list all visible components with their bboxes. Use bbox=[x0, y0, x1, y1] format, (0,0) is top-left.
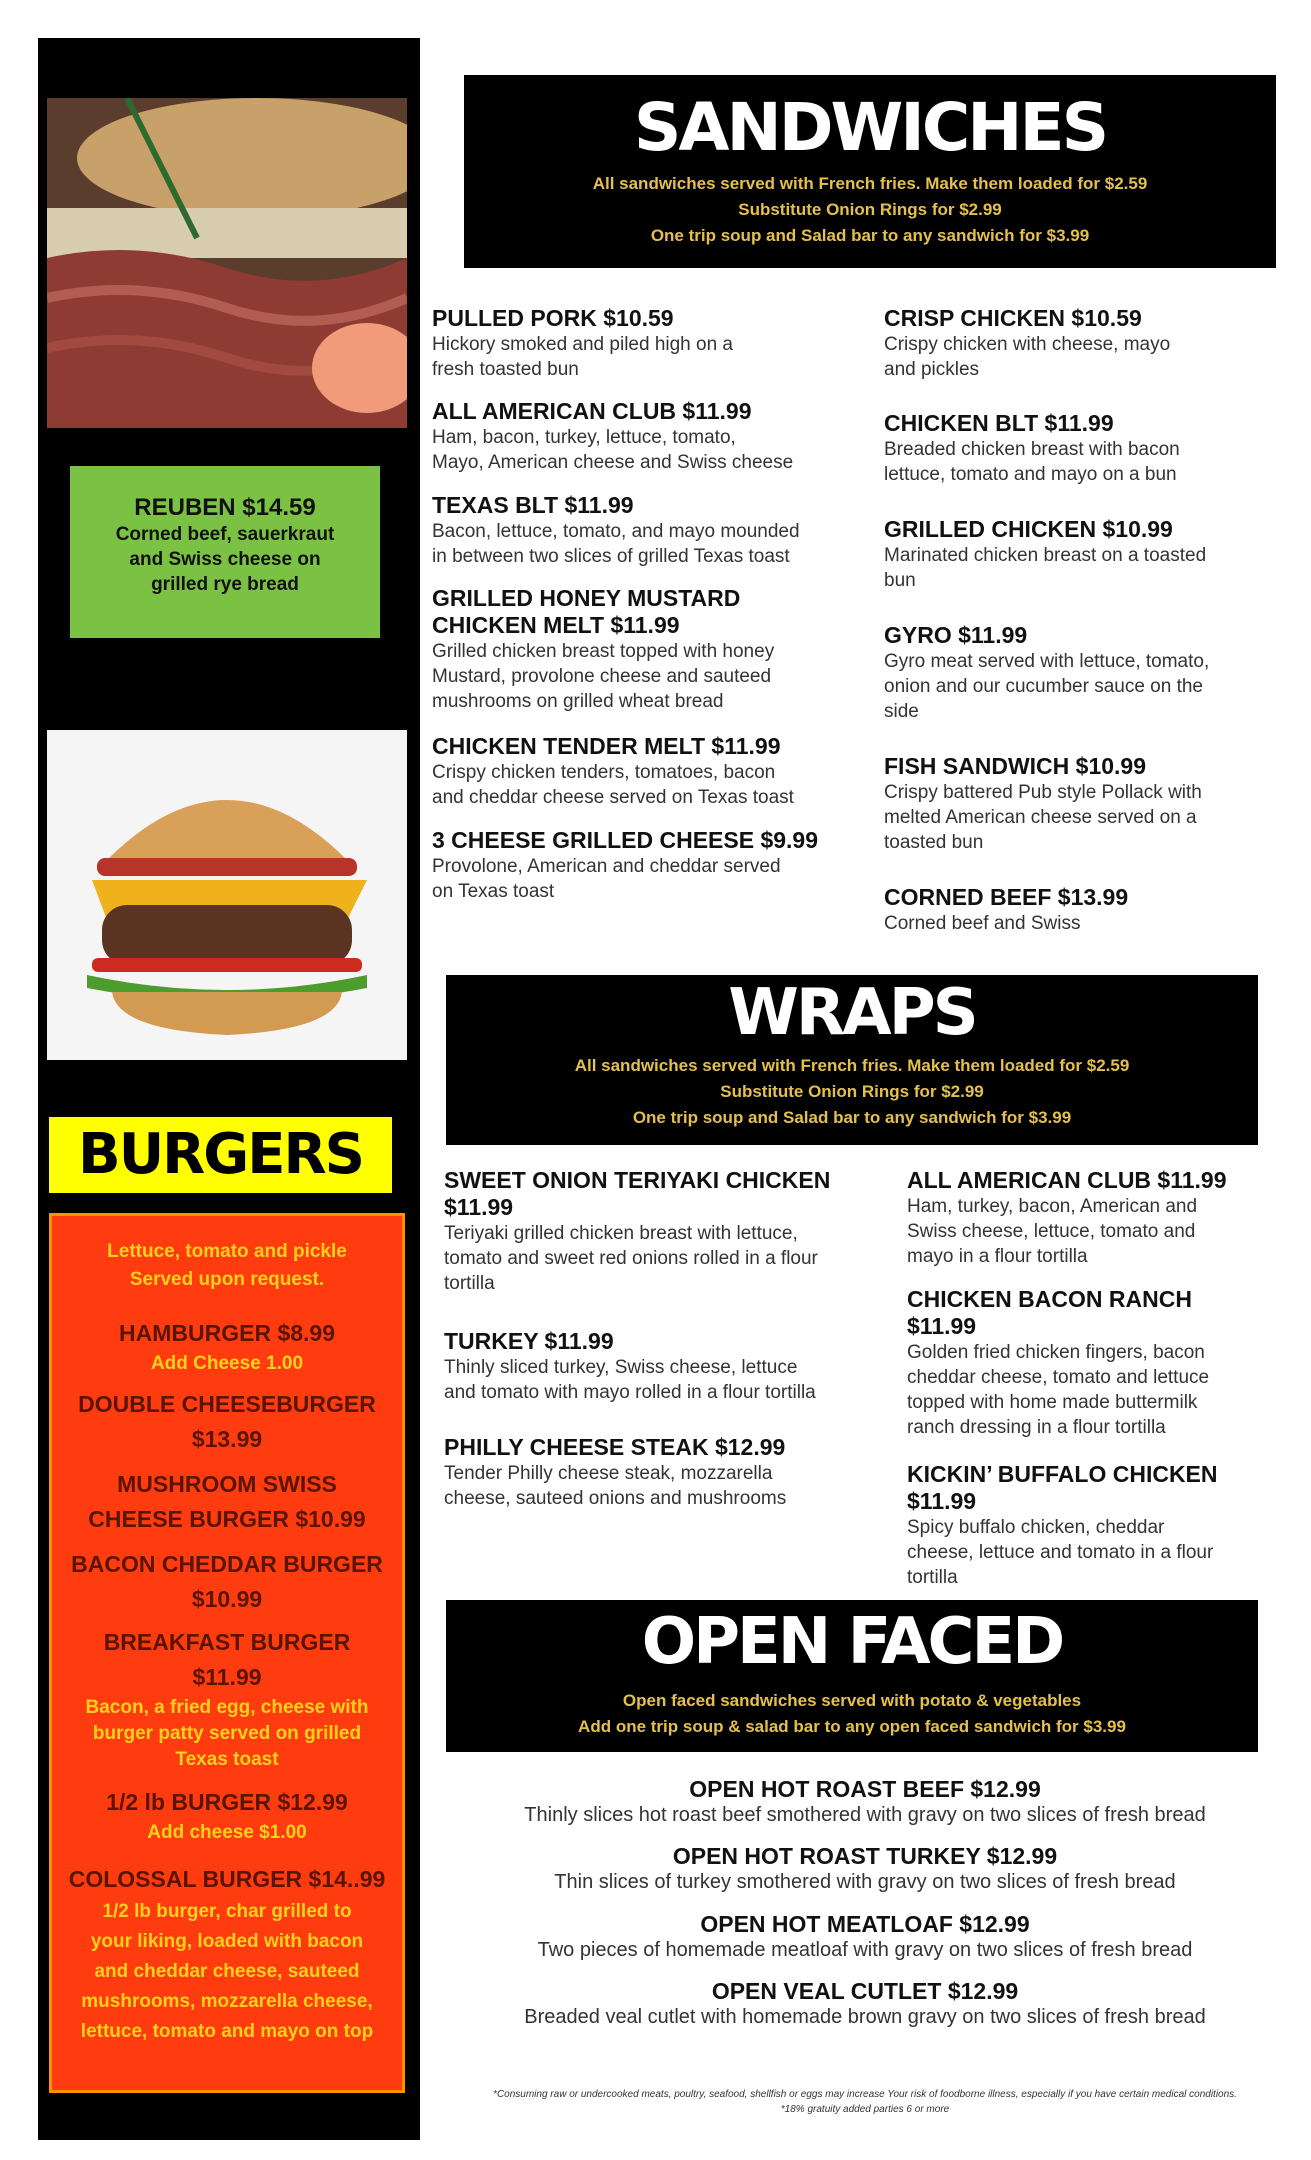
item-desc: side bbox=[884, 701, 919, 722]
item-name: CRISP CHICKEN $10.59 bbox=[884, 305, 1142, 331]
wrap-item-all-american-club bbox=[907, 1167, 1287, 1269]
item-name: OPEN HOT ROAST BEEF $12.99 bbox=[689, 1776, 1041, 1802]
menu-item-chicken-tender-melt bbox=[432, 733, 872, 810]
burger-name: BACON CHEDDAR BURGER bbox=[71, 1551, 383, 1577]
item-desc: and pickles bbox=[884, 359, 980, 380]
item-desc: Grilled chicken breast topped with honey bbox=[432, 641, 775, 662]
wrap-item-kickin-buffalo-chicken bbox=[907, 1461, 1287, 1590]
burger-item-double-cheeseburger bbox=[52, 1387, 402, 1457]
item-desc: Swiss cheese, lettuce, tomato and bbox=[907, 1221, 1196, 1242]
open-item-roast-turkey bbox=[445, 1843, 1285, 1895]
wraps-title: WRAPS bbox=[728, 976, 976, 1050]
footer-gratuity: *18% gratuity added parties 6 or more bbox=[780, 2104, 950, 2115]
item-name: OPEN HOT ROAST TURKEY $12.99 bbox=[672, 1843, 1058, 1869]
reuben-desc-line: and Swiss cheese on bbox=[129, 549, 321, 570]
item-name: ALL AMERICAN CLUB $11.99 bbox=[432, 398, 752, 424]
item-desc: mushrooms on grilled wheat bread bbox=[432, 691, 724, 712]
item-desc: ranch dressing in a flour tortilla bbox=[907, 1417, 1166, 1438]
item-name: GYRO $11.99 bbox=[884, 622, 1028, 648]
burger-name: COLOSSAL BURGER $14..99 bbox=[68, 1866, 386, 1892]
sandwiches-note: One trip soup and Salad bar to any sandwich for $3.99 bbox=[650, 226, 1090, 245]
burgers-intro-line: Lettuce, tomato and pickle bbox=[107, 1241, 347, 1262]
reuben-photo bbox=[47, 98, 407, 428]
wrap-item-philly-cheese-steak bbox=[444, 1434, 896, 1511]
burger-item-mushroom-swiss bbox=[52, 1467, 402, 1537]
item-desc: Breaded chicken breast with bacon bbox=[884, 439, 1180, 460]
reuben-desc-line: Corned beef, sauerkraut bbox=[115, 524, 335, 545]
menu-item-texas-blt bbox=[432, 492, 872, 569]
menu-item-crisp-chicken bbox=[884, 305, 1284, 382]
burgers-intro-line: Served upon request. bbox=[129, 1269, 325, 1290]
open-faced-header bbox=[446, 1600, 1258, 1752]
burger-item-hamburger bbox=[52, 1316, 402, 1377]
burger-name: $11.99 bbox=[192, 1664, 262, 1690]
sandwiches-title: SANDWICHES bbox=[633, 89, 1107, 166]
item-desc: lettuce, tomato and mayo on a bun bbox=[884, 464, 1177, 485]
item-desc: Two pieces of homemade meatloaf with gravy on two slices of fresh bread bbox=[537, 1939, 1193, 1961]
burgers-heading: BURGERS bbox=[49, 1117, 392, 1193]
burger-item-half-lb bbox=[52, 1785, 402, 1846]
burger-name: CHEESE BURGER $10.99 bbox=[88, 1506, 366, 1532]
menu-item-honey-mustard-melt bbox=[432, 585, 872, 714]
item-desc: cheese, lettuce and tomato in a flour bbox=[907, 1542, 1214, 1563]
menu-item-grilled-chicken bbox=[884, 516, 1284, 593]
burger-sub: your liking, loaded with bacon bbox=[90, 1931, 364, 1952]
item-desc: Provolone, American and cheddar served bbox=[432, 856, 781, 877]
menu-item-fish-sandwich bbox=[884, 753, 1284, 855]
item-desc: Mayo, American cheese and Swiss cheese bbox=[432, 452, 794, 473]
wrap-item-turkey bbox=[444, 1328, 896, 1405]
item-name: CHICKEN BACON RANCH bbox=[907, 1286, 1192, 1312]
item-name: TEXAS BLT $11.99 bbox=[432, 492, 634, 518]
item-desc: Bacon, lettuce, tomato, and mayo mounded bbox=[432, 521, 800, 542]
menu-item-all-american-club bbox=[432, 398, 872, 475]
item-name: GRILLED HONEY MUSTARD bbox=[432, 585, 741, 611]
footer-disclaimer: *Consuming raw or undercooked meats, poultry, seafood, shellfish or eggs may increase Your risk of foodborne illness, especially if you have certain medical conditions. bbox=[493, 2089, 1237, 2100]
burger-name: MUSHROOM SWISS bbox=[117, 1471, 337, 1497]
open-faced-note: Open faced sandwiches served with potato & vegetables bbox=[622, 1691, 1082, 1710]
item-name: $11.99 bbox=[907, 1488, 977, 1514]
reuben-desc-line: grilled rye bread bbox=[151, 574, 299, 595]
open-item-roast-beef bbox=[445, 1776, 1285, 1828]
reuben-title: REUBEN $14.59 bbox=[134, 494, 316, 521]
burger-illustration bbox=[47, 730, 407, 1060]
wraps-note: One trip soup and Salad bar to any sandwich for $3.99 bbox=[632, 1108, 1072, 1127]
reuben-illustration bbox=[47, 98, 407, 428]
item-desc: Crispy battered Pub style Pollack with bbox=[884, 782, 1202, 803]
burger-item-colossal bbox=[52, 1862, 402, 2047]
item-desc: Golden fried chicken fingers, bacon bbox=[907, 1342, 1205, 1363]
burger-photo bbox=[47, 730, 407, 1060]
item-name: $11.99 bbox=[444, 1194, 514, 1220]
item-desc: Ham, bacon, turkey, lettuce, tomato, bbox=[432, 427, 736, 448]
open-faced-note: Add one trip soup & salad bar to any open faced sandwich for $3.99 bbox=[578, 1717, 1126, 1736]
item-desc: tomato and sweet red onions rolled in a flour bbox=[444, 1248, 818, 1269]
menu-item-corned-beef bbox=[884, 884, 1284, 936]
menu-item-gyro bbox=[884, 622, 1284, 724]
menu-item-chicken-blt bbox=[884, 410, 1284, 487]
burger-sub: lettuce, tomato and mayo on top bbox=[80, 2021, 374, 2042]
item-desc: bun bbox=[884, 570, 916, 591]
item-name: ALL AMERICAN CLUB $11.99 bbox=[907, 1167, 1227, 1193]
item-desc: cheddar cheese, tomato and lettuce bbox=[907, 1367, 1210, 1388]
burger-name: DOUBLE CHEESEBURGER bbox=[78, 1391, 376, 1417]
item-name: $11.99 bbox=[907, 1313, 977, 1339]
item-desc: Thinly sliced turkey, Swiss cheese, lettuce bbox=[444, 1357, 798, 1378]
item-desc: Gyro meat served with lettuce, tomato, bbox=[884, 651, 1210, 672]
item-name: TURKEY $11.99 bbox=[444, 1328, 614, 1354]
item-desc: Marinated chicken breast on a toasted bbox=[884, 545, 1207, 566]
burger-sub: 1/2 lb burger, char grilled to bbox=[102, 1901, 352, 1922]
item-name: OPEN VEAL CUTLET $12.99 bbox=[711, 1978, 1019, 2004]
item-name: CHICKEN MELT $11.99 bbox=[432, 612, 680, 638]
item-desc: Thin slices of turkey smothered with gravy on two slices of fresh bread bbox=[554, 1871, 1176, 1893]
item-desc: tortilla bbox=[444, 1273, 495, 1294]
burger-name: BREAKFAST BURGER bbox=[103, 1629, 351, 1655]
item-desc: Crispy chicken tenders, tomatoes, bacon bbox=[432, 762, 776, 783]
item-desc: fresh toasted bun bbox=[432, 359, 579, 380]
item-name: 3 CHEESE GRILLED CHEESE $9.99 bbox=[432, 827, 819, 853]
item-desc: Thinly slices hot roast beef smothered with gravy on two slices of fresh bread bbox=[524, 1804, 1206, 1826]
item-desc: Ham, turkey, bacon, American and bbox=[907, 1196, 1198, 1217]
item-desc: toasted bun bbox=[884, 832, 984, 853]
item-desc: Teriyaki grilled chicken breast with lettuce, bbox=[444, 1223, 798, 1244]
burger-sub: mushrooms, mozzarella cheese, bbox=[81, 1991, 373, 2012]
item-name: PULLED PORK $10.59 bbox=[432, 305, 674, 331]
item-desc: Breaded veal cutlet with homemade brown gravy on two slices of fresh bread bbox=[524, 2006, 1206, 2028]
item-desc: onion and our cucumber sauce on the bbox=[884, 676, 1203, 697]
wrap-item-chicken-bacon-ranch bbox=[907, 1286, 1287, 1440]
item-desc: tortilla bbox=[907, 1567, 958, 1588]
burger-name: $13.99 bbox=[191, 1426, 263, 1452]
sandwiches-note: All sandwiches served with French fries. Make them loaded for $2.59 bbox=[592, 174, 1148, 193]
item-desc: Mustard, provolone cheese and sauteed bbox=[432, 666, 772, 687]
item-desc: topped with home made buttermilk bbox=[907, 1392, 1198, 1413]
sandwiches-header bbox=[464, 75, 1276, 268]
item-desc: Corned beef and Swiss bbox=[884, 913, 1081, 934]
open-item-veal-cutlet bbox=[445, 1978, 1285, 2030]
burger-sub: and cheddar cheese, sauteed bbox=[94, 1961, 360, 1982]
wraps-note: All sandwiches served with French fries. Make them loaded for $2.59 bbox=[574, 1056, 1130, 1075]
item-desc: Spicy buffalo chicken, cheddar bbox=[907, 1517, 1165, 1538]
item-desc: Tender Philly cheese steak, mozzarella bbox=[444, 1463, 773, 1484]
burger-item-breakfast bbox=[52, 1625, 402, 1773]
item-name: PHILLY CHEESE STEAK $12.99 bbox=[444, 1434, 786, 1460]
open-item-meatloaf bbox=[445, 1911, 1285, 1963]
item-desc: and tomato with mayo rolled in a flour tortilla bbox=[444, 1382, 816, 1403]
menu-item-pulled-pork bbox=[432, 305, 872, 382]
item-desc: on Texas toast bbox=[432, 881, 555, 902]
burger-item-bacon-cheddar bbox=[52, 1547, 402, 1617]
burger-sub: Bacon, a fried egg, cheese with bbox=[85, 1697, 369, 1718]
burger-sub: Add cheese $1.00 bbox=[147, 1822, 307, 1843]
item-name: CHICKEN TENDER MELT $11.99 bbox=[432, 733, 781, 759]
burger-name: 1/2 lb BURGER $12.99 bbox=[106, 1789, 348, 1815]
wrap-item-sweet-onion-teriyaki bbox=[444, 1167, 896, 1296]
item-name: CHICKEN BLT $11.99 bbox=[884, 410, 1114, 436]
wraps-header bbox=[446, 975, 1258, 1145]
item-desc: mayo in a flour tortilla bbox=[907, 1246, 1088, 1267]
wraps-note: Substitute Onion Rings for $2.99 bbox=[720, 1082, 984, 1101]
item-desc: cheese, sauteed onions and mushrooms bbox=[444, 1488, 787, 1509]
item-name: KICKIN’ BUFFALO CHICKEN bbox=[907, 1461, 1218, 1487]
burger-name: HAMBURGER $8.99 bbox=[119, 1320, 335, 1346]
burger-sub: Add Cheese 1.00 bbox=[150, 1353, 304, 1374]
item-desc: Crispy chicken with cheese, mayo bbox=[884, 334, 1171, 355]
menu-item-three-cheese bbox=[432, 827, 872, 904]
item-desc: and cheddar cheese served on Texas toast bbox=[432, 787, 794, 808]
item-name: CORNED BEEF $13.99 bbox=[884, 884, 1129, 910]
sandwiches-note: Substitute Onion Rings for $2.99 bbox=[738, 200, 1002, 219]
item-name: OPEN HOT MEATLOAF $12.99 bbox=[700, 1911, 1030, 1937]
item-name: FISH SANDWICH $10.99 bbox=[884, 753, 1147, 779]
item-desc: Hickory smoked and piled high on a bbox=[432, 334, 734, 355]
item-desc: in between two slices of grilled Texas toast bbox=[432, 546, 790, 567]
open-faced-title: OPEN FACED bbox=[641, 1605, 1063, 1679]
burger-sub: Texas toast bbox=[175, 1749, 279, 1770]
burger-name: $10.99 bbox=[191, 1586, 263, 1612]
item-name: GRILLED CHICKEN $10.99 bbox=[884, 516, 1173, 542]
reuben-feature-box bbox=[70, 466, 380, 638]
burgers-box bbox=[49, 1213, 405, 2093]
item-desc: melted American cheese served on a bbox=[884, 807, 1197, 828]
item-name: SWEET ONION TERIYAKI CHICKEN bbox=[444, 1167, 831, 1193]
burger-sub: burger patty served on grilled bbox=[92, 1723, 362, 1744]
